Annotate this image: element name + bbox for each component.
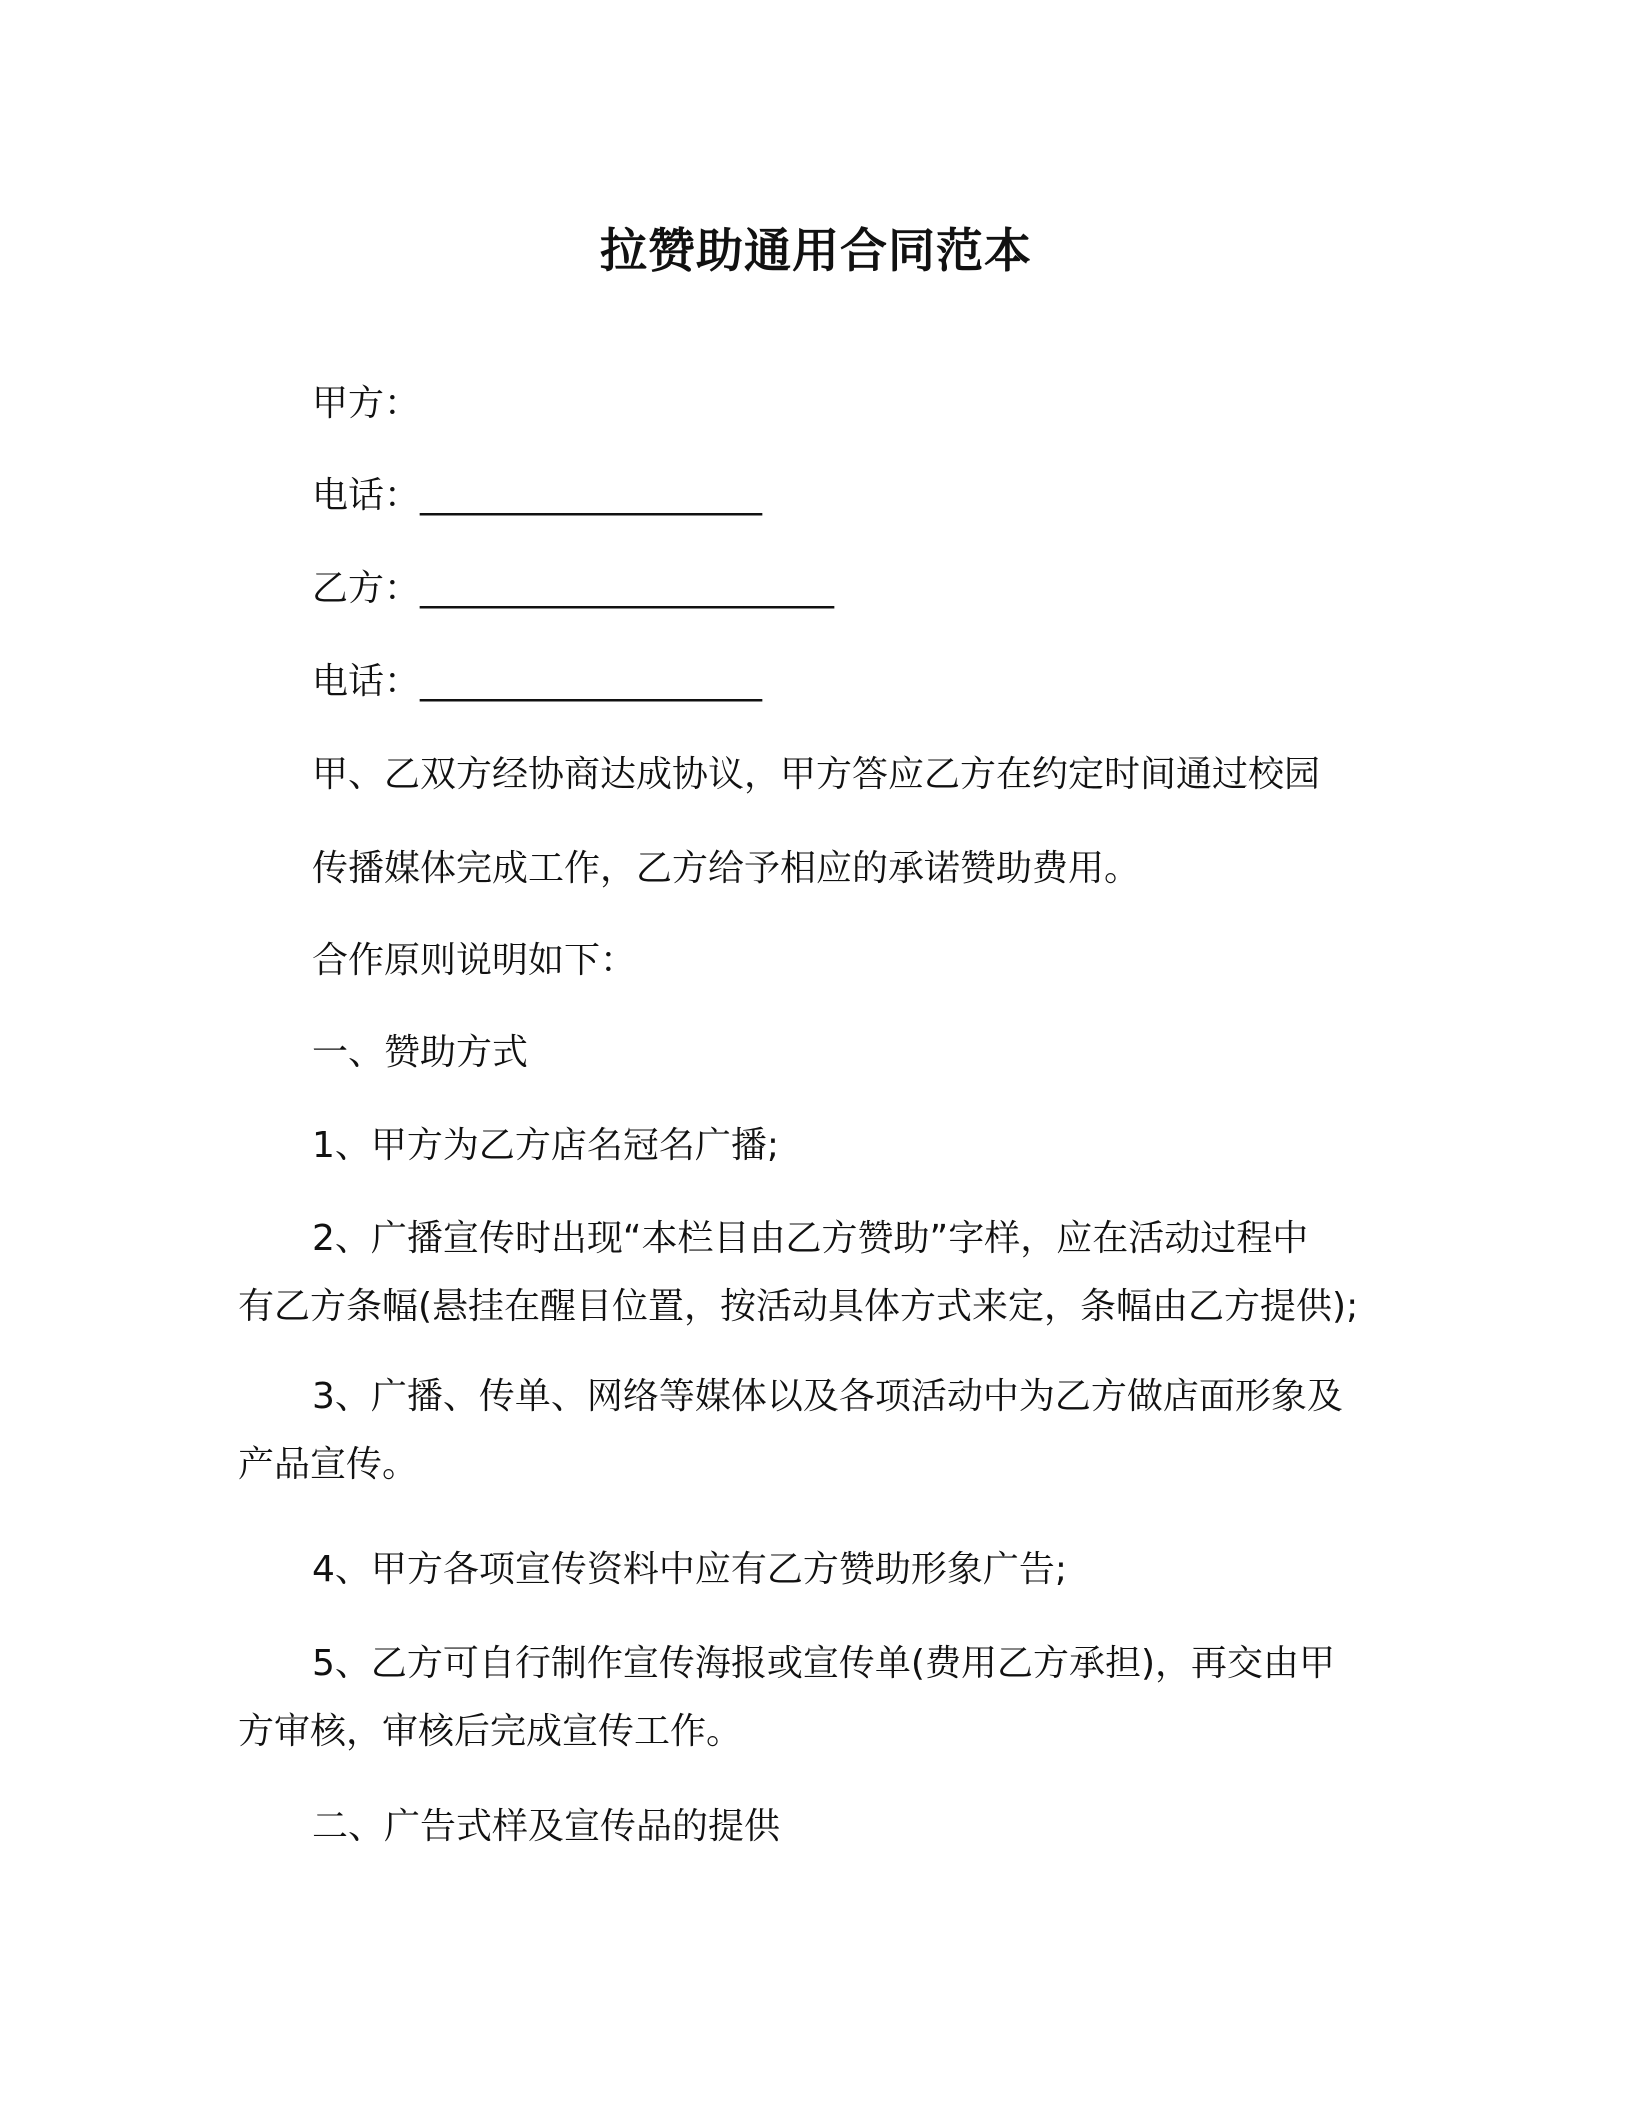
intro-line-1: 甲、乙双方经协商达成协议，甲方答应乙方在约定时间通过校园 bbox=[312, 754, 1321, 795]
phone-a-line: 电话：___________________ bbox=[312, 475, 763, 516]
party-a-line: 甲方： bbox=[312, 383, 421, 424]
item-3-line-2: 产品宣传。 bbox=[238, 1444, 419, 1485]
section-2-heading: 二、广告式样及宣传品的提供 bbox=[312, 1806, 781, 1847]
intro-line-2: 传播媒体完成工作，乙方给予相应的承诺赞助费用。 bbox=[312, 848, 1141, 889]
item-3-paragraph bbox=[238, 1363, 1398, 1499]
item-5-line-2: 方审核，审核后完成宣传工作。 bbox=[238, 1711, 743, 1752]
item-1: 1、甲方为乙方店名冠名广播; bbox=[312, 1125, 780, 1166]
phone-b-line: 电话：___________________ bbox=[312, 661, 763, 702]
section-1-heading: 一、赞助方式 bbox=[312, 1032, 529, 1073]
item-4: 4、甲方各项宣传资料中应有乙方赞助形象广告; bbox=[312, 1549, 1068, 1590]
item-5-line-1: 5、乙方可自行制作宣传海报或宣传单(费用乙方承担)，再交由甲 bbox=[312, 1643, 1335, 1684]
party-b-line: 乙方：_______________________ bbox=[312, 568, 835, 609]
item-2-line-1: 2、广播宣传时出现“本栏目由乙方赞助”字样，应在活动过程中 bbox=[312, 1218, 1309, 1259]
principles-line: 合作原则说明如下： bbox=[312, 940, 637, 981]
document-title: 拉赞助通用合同范本 bbox=[600, 224, 1032, 279]
item-3-line-1: 3、广播、传单、网络等媒体以及各项活动中为乙方做店面形象及 bbox=[312, 1376, 1343, 1417]
item-2-paragraph bbox=[238, 1205, 1398, 1341]
item-5-paragraph bbox=[238, 1630, 1398, 1766]
item-2-line-2: 有乙方条幅(悬挂在醒目位置，按活动具体方式来定，条幅由乙方提供); bbox=[238, 1286, 1359, 1327]
